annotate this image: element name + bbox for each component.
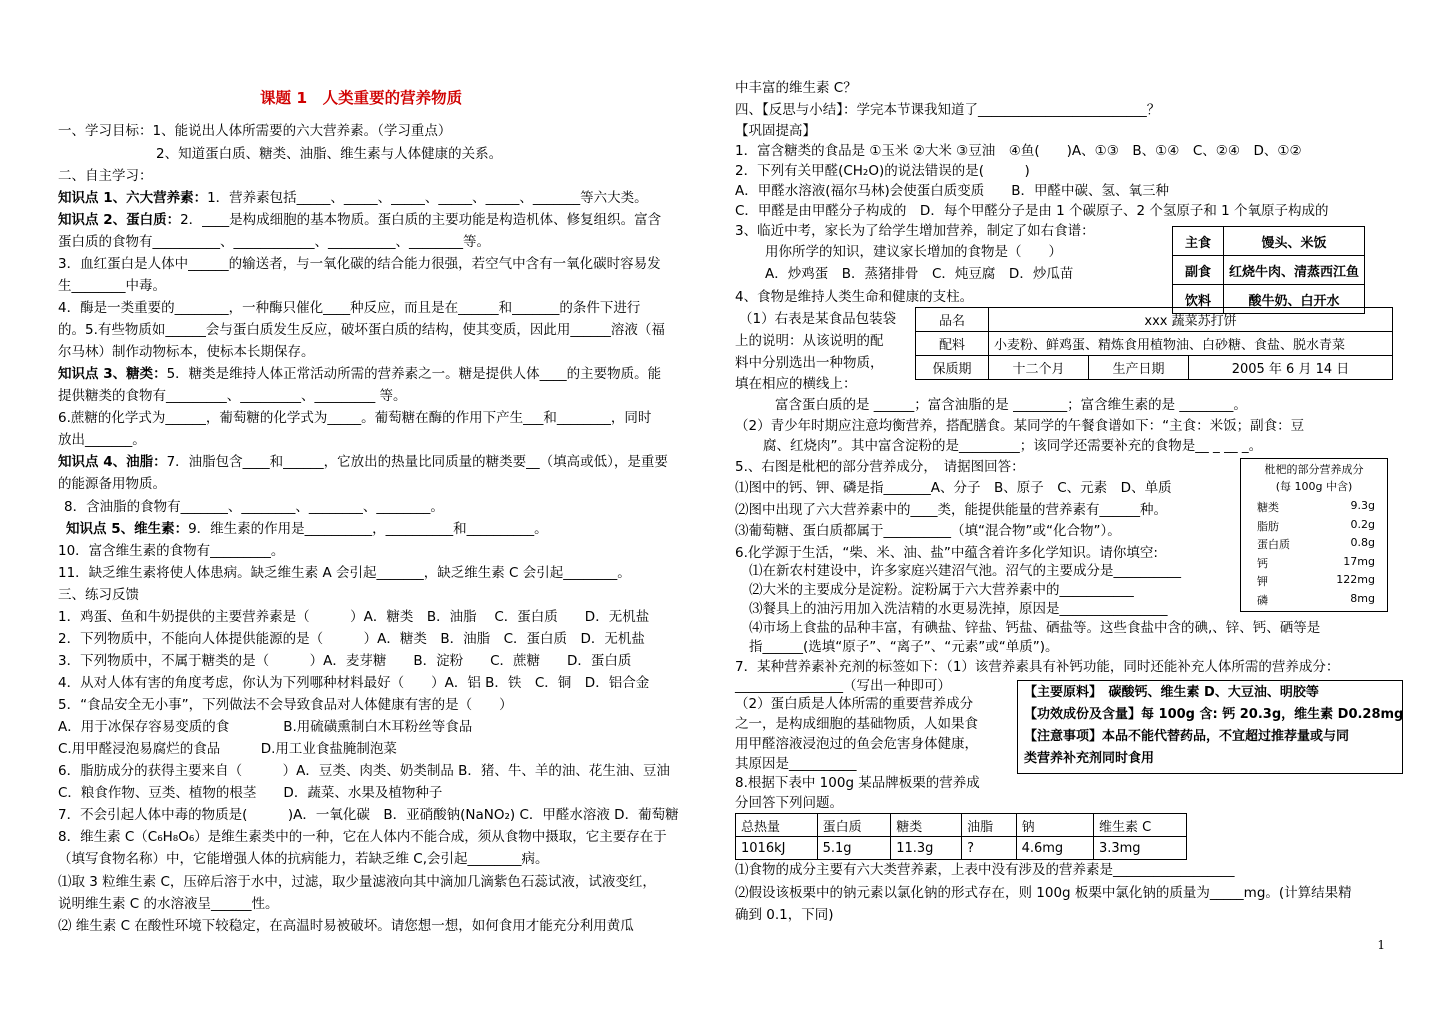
text-line [749,599,1168,619]
table-cell: 酸牛奶、白开水 [1224,285,1365,314]
line-text: 之一，是构成细胞的基础物质，人如果食 [735,716,978,732]
table-cell: 生产日期 [1088,356,1188,380]
text-line [58,210,661,230]
line-text: 填在相应的横线上： [735,376,857,392]
knowledge-point-label: 知识点 1、六大营养素： [58,190,208,206]
line-text: （填写食物名称）中，它能增强人体的抗病能力，若缺乏维 C,会引起________病。 [58,851,549,867]
text-line [735,521,1121,541]
line-text: 生________中毒。 [58,278,166,294]
text-line [58,276,166,296]
text-line [58,585,139,605]
nutrient-amount: 17mg [1343,554,1375,568]
table-row [916,308,1393,332]
text-line [735,883,1352,903]
line-text: 指______(选填“原子”、“离子”、“元素”或“单质”)。 [749,639,1059,655]
line-text: 2、知道蛋白质、糖类、油脂、维生素与人体健康的关系。 [156,146,503,162]
text-line [58,916,634,936]
text-line [58,541,284,561]
table-cell: 维生素 C [1093,814,1186,837]
line-text: 3．下列物质中，不属于糖类的是（ ）A．麦芽糖 B．淀粉 C．蔗糖 D．蛋白质 [58,653,632,669]
table-cell: 主食 [1173,227,1224,256]
nutrient-amount: 8mg [1350,591,1375,605]
line-text: 9．维生素的作用是__________，__________和__________。 [188,521,548,537]
line-text: 2．____是构成细胞的基本物质。蛋白质的主要功能是构造机体、修复组织。富含 [180,212,662,228]
text-line [735,121,816,141]
line-text: 4．酶是一类重要的________，一种酶只催化____种反应，而且是在______和_______的条件下进行 [58,300,641,316]
table-cell: 十二个月 [989,356,1089,380]
line-text: 4．从对人体有害的角度考虑，你认为下列哪种材料最好（ ）A．铝 B．铁 C．铜 D．铝合金 [58,675,650,691]
text-line [735,478,1172,498]
table-row [736,837,1187,860]
text-line [735,416,1304,436]
text-line [58,761,670,781]
text-line [58,232,490,252]
line-text: 6.化学源于生活，“柴、米、油、盐”中蕴含着许多化学知识。请你填空: [735,545,1158,561]
text-line [735,201,1329,221]
table-cell: 副食 [1173,256,1224,285]
text-line [735,754,857,774]
table-cell: 饮料 [1173,285,1224,314]
table-row [916,356,1393,380]
text-line [735,331,884,351]
text-line [735,905,834,925]
text-line [735,860,1235,880]
nutrition-row [1257,536,1375,552]
food-package-table [915,307,1393,380]
line-text: C．甲醛是由甲醛分子构成的 D．每个甲醛分子是由 1 个碳原子、2 个氢原子和 1 个氧原子构成的 [735,203,1329,219]
text-line [58,298,640,318]
text-line [58,673,649,693]
table-cell: 馒头、米饭 [1224,227,1365,256]
text-line [58,872,656,892]
text-line [58,739,397,759]
table-cell: 红烧牛肉、清蒸西江鱼 [1224,256,1365,285]
line-text: 2．下列有关甲醛(CH₂O)的说法错误的是( ) [735,163,1030,179]
text-line [58,342,315,362]
text-line [58,121,451,141]
text-line [58,783,442,803]
line-text: ⑴食物的成分主要有六大类营养素，上表中没有涉及的营养素是__________________ [735,862,1235,878]
text-line [58,827,667,847]
table-cell: 2005 年 6 月 14 日 [1188,356,1392,380]
text-line [735,543,1158,563]
table-cell: ? [962,837,1016,860]
line-text: ________________（写出一种即可） [735,678,951,694]
table-cell: 配料 [916,332,989,356]
text-line [775,395,1247,415]
text-line [735,100,1160,120]
text-line [735,221,1095,241]
table-cell: 5.1g [817,837,891,860]
supplement-line: 类营养补充剂同时食用 [1024,751,1155,766]
text-line [749,561,1181,581]
line-text: 用甲醛溶液浸泡过的鱼会危害身体健康， [735,736,978,752]
table-cell: 蛋白质 [817,814,891,837]
supplement-line: 【功效成份及含量】每 100g 含: 钙 20.3g，维生素 D0.28mg [1024,707,1404,722]
line-text: 其原因是__________ [735,756,857,772]
table-row [1173,256,1365,285]
line-text: ⑶葡萄糖、蛋白质都属于__________（填“混合物”或“化合物”）。 [735,523,1121,539]
nutrition-title: 枇杷的部分营养成分 [1264,463,1364,476]
line-text: ⑵假设该板栗中的钠元素以氯化钠的形式存在，则 100g 板栗中氯化钠的质量为_____mg。(计算结果精 [735,885,1352,901]
text-line [765,264,1073,284]
line-text: ⑵图中出现了六大营养素中的____类，能提供能量的营养素有______种。 [735,502,1167,518]
line-text: 的能源备用物质。 [58,476,166,492]
text-line [735,181,1169,201]
text-line [58,805,679,825]
table-cell: 品名 [916,308,989,332]
table-row [1173,227,1365,256]
text-line [735,694,973,714]
line-text: 【巩固提高】 [735,123,816,139]
text-line [735,141,1302,161]
nutrition-row [1257,592,1375,608]
text-line [735,287,973,307]
nutrient-name: 钙 [1257,556,1268,570]
text-line [156,144,502,164]
text-line [58,254,661,274]
text-line [58,695,513,715]
table-cell: 小麦粉、鲜鸡蛋、精炼食用植物油、白砂糖、食盐、脱水青菜 [989,332,1393,356]
nutrient-name: 钾 [1257,575,1268,588]
nutrient-name: 磷 [1257,593,1268,607]
line-text: 上的说明：从该说明的配 [735,333,884,349]
line-text: 1．富含糖类的食品是 ①玉米 ②大米 ③豆油 ④鱼( )A、①③ B、①④ C、②④ D、①② [735,143,1302,159]
line-text: （2）青少年时期应注意均衡营养，搭配膳食。某同学的午餐食谱如下：“主食：米饭；副食：豆 [735,418,1305,434]
text-line [58,166,153,186]
text-line [58,849,549,869]
text-line [735,161,1030,181]
table-cell: 1016kJ [736,837,818,860]
line-text: 11．缺乏维生素将使人体患病。缺乏维生素 A 会引起_______，缺乏维生素 C 会引起________。 [58,565,631,581]
text-line [735,374,857,394]
line-text: ⑶餐具上的油污用加入洗洁精的水更易洗掉，原因是________________ [749,601,1168,617]
text-line [749,580,1134,600]
line-text: A．用于冰保存容易变质的食 B.用硫磺熏制白木耳粉丝等食品 [58,719,473,735]
line-text: 10．富含维生素的食物有_________。 [58,543,285,559]
text-line [763,436,1262,456]
nutrition-subtitle: (每 100g 中含) [1275,480,1353,493]
nutrient-name: 蛋白质 [1257,538,1290,551]
line-text: 6．脂肪成分的获得主要来自（ ）A．豆类、肉类、奶类制品 B．猪、牛、羊的油、花生油、豆油 [58,763,670,779]
line-text: 5．糖类是维持人体正常活动所需的营养素之一。糖是提供人体____的主要物质。能 [166,366,662,382]
text-line [58,408,651,428]
line-text: 中丰富的维生素 C？ [735,80,857,96]
loquat-nutrition-box [1240,458,1388,612]
text-line [58,717,472,737]
text-line [735,500,1167,520]
line-text: 课题 1 人类重要的营养物质 [260,89,463,107]
nutrient-amount: 9.3g [1350,499,1375,512]
text-line [735,78,857,98]
text-line [735,657,1339,677]
line-text: ⑴在新农村建设中，许多家庭兴建沼气池。沼气的主要成分是__________ [749,563,1181,579]
line-text: ⑷市场上食盐的品种丰富，有碘盐、锌盐、钙盐、硒盐等。这些食盐中含的碘,、锌、钙、硒等是 [749,620,1321,636]
text-line [260,88,462,108]
table-cell: 钠 [1016,814,1093,837]
line-text: 7．不会引起人体中毒的物质是( )A．一氧化碳 B．亚硝酸钠(NaNO₂) C．甲醛水溶液 D．葡萄糖 [58,807,679,823]
line-text: 8．含油脂的食物有_______、________、________、________。 [64,499,444,515]
line-text: A．炒鸡蛋 B．蒸猪排骨 C．炖豆腐 D．炒瓜苗 [765,266,1074,282]
table-cell: 3.3mg [1093,837,1186,860]
text-line [58,894,279,914]
supplement-line: 【注意事项】本品不能代替药品，不宜超过推荐量或与同 [1024,729,1350,744]
line-text: 尔马林）制作动物标本，使标本长期保存。 [58,344,315,360]
line-text: ⑵ 维生素 C 在酸性环境下较稳定，在高温时易被破坏。请您想一想，如何食用才能充分利用黄瓜 [58,918,634,934]
line-text: A．甲醛水溶液(福尔马林)会使蛋白质变质 B．甲醛中碳、氢、氧三种 [735,183,1170,199]
line-text: 用你所学的知识，建议家长增加的食物是（ ） [765,244,1062,260]
text-line [58,629,645,649]
line-text: 的。5.有些物质如______会与蛋白质发生反应，破坏蛋白质的结构，使其变质，因此用______溶液（福 [58,322,665,338]
line-text: 8．维生素 C（C₆H₈O₆）是维生素类中的一种，它在人体内不能合成，须从食物中摄取，它主要存在于 [58,829,667,845]
line-text: 5．“食品安全无小事”，下列做法不会导致食品对人体健康有害的是（ ） [58,697,513,713]
line-text: 2．下列物质中，不能向人体提供能源的是（ ）A．糖类 B．油脂 C．蛋白质 D．无机盐 [58,631,645,647]
text-line [64,497,444,517]
table-cell: xxx 蔬菜苏打饼 [989,308,1393,332]
text-line [735,734,978,754]
line-text: 提供糖类的食物有_________、_________、_________ 等。 [58,388,407,404]
line-text: 确到 0.1，下同) [735,907,834,923]
text-line [749,618,1320,638]
line-text: 分回答下列问题。 [735,795,843,811]
text-line [739,309,896,329]
supplement-line: 【主要原料】 碳酸钙、维生素 D、大豆油、明胶等 [1024,685,1319,700]
table-row [736,814,1187,837]
text-line [58,452,668,472]
line-text: 腐、红烧肉”。其中富含淀粉的是_________；该同学还需要补充的食物是__ _ __ _。 [763,438,1263,454]
nutrient-name: 糖类 [1257,501,1279,514]
text-line [735,714,978,734]
line-text: 8.根据下表中 100g 某品牌板栗的营养成 [735,775,980,791]
line-text: C.用甲醛浸泡易腐烂的食品 D.用工业食盐腌制泡菜 [58,741,397,757]
knowledge-point-label: 知识点 4、油脂： [58,454,167,470]
line-text: 3．血红蛋白是人体中______的输送者，与一氧化碳的结合能力很强，若空气中含有一氧化碳时容易发 [58,256,661,272]
text-line [765,242,1062,262]
line-text: 说明维生素 C 的水溶液呈______性。 [58,896,279,912]
line-text: 7．某种营养素补充剂的标签如下：（1）该营养素具有补钙功能，同时还能补充人体所需的营养成分： [735,659,1340,675]
text-line [735,457,1025,477]
nutrition-row [1257,499,1375,515]
line-text: ⑵大米的主要成分是淀粉。淀粉属于六大营养素中的___________ [749,582,1134,598]
text-line [735,773,980,793]
line-text: （2）蛋白质是人体所需的重要营养成分 [735,696,974,712]
nutrition-row [1257,573,1375,589]
line-text: 四、【反思与小结】：学完本节课我知道了_________________________？ [735,102,1161,118]
text-line [58,188,648,208]
line-text: 4、食物是维持人类生命和健康的支柱。 [735,289,974,305]
supplement-label-box [1017,680,1403,774]
line-text: 放出_______。 [58,432,146,448]
text-line [735,676,951,696]
line-text: 蛋白质的食物有__________、____________、__________、________等。 [58,234,490,250]
line-text: 1．营养素包括_____、_____、_____、_____、_____、_______等六大类。 [207,190,648,206]
knowledge-point-label: 知识点 5、维生素： [66,521,189,537]
text-line [58,320,665,340]
text-line [735,793,843,813]
line-text: 1．鸡蛋、鱼和牛奶提供的主要营养素是（ ）A．糖类 B．油脂 C．蛋白质 D．无机盐 [58,609,650,625]
nutrient-name: 脂肪 [1257,519,1279,533]
line-text: 3、临近中考，家长为了给学生增加营养，制定了如右食谱： [735,223,1095,239]
table-cell: 油脂 [962,814,1016,837]
line-text: ⑴图中的钙、钾、磷是指_______A、分子 B、原子 C、元素 D、单质 [735,480,1172,496]
table-row [916,332,1393,356]
knowledge-point-label: 知识点 2、蛋白质： [58,212,181,228]
nutrient-amount: 0.2g [1350,517,1375,531]
line-text: 二、自主学习： [58,168,153,184]
line-text: 7．油脂包含____和______，它放出的热量比同质量的糖类要__（填高或低），是重要 [166,454,668,470]
text-line [749,637,1059,657]
line-text: 富含蛋白质的是 ______；富含油脂的是 ________；富含维生素的是 ________。 [775,397,1247,413]
table-cell: 11.3g [891,837,962,860]
text-line [58,386,407,406]
nutrition-row [1257,555,1375,571]
text-line [735,353,884,373]
text-line [58,607,649,627]
nutrient-amount: 122mg [1336,573,1375,586]
page-number: 1 [1377,938,1385,952]
chestnut-nutrition-table [735,813,1187,860]
line-text: C．粮食作物、豆类、植物的根茎 D．蔬菜、水果及植物种子 [58,785,443,801]
table-cell: 糖类 [891,814,962,837]
line-text: 6.蔗糖的化学式为______，葡萄糖的化学式为_____。葡萄糖在酶的作用下产生___和________，同时 [58,410,652,426]
knowledge-point-label: 知识点 3、糖类： [58,366,167,382]
nutrient-amount: 0.8g [1350,536,1375,549]
text-line [58,651,631,671]
text-line [58,563,631,583]
menu-table [1172,226,1365,314]
text-line [66,519,548,539]
line-text: ⑴取 3 粒维生素 C，压碎后溶于水中，过滤，取少量滤液向其中滴加几滴紫色石蕊试液，试液变红， [58,874,656,890]
line-text: （1）右表是某食品包装袋 [739,311,897,327]
text-line [58,474,166,494]
text-line [58,430,146,450]
table-cell: 4.6mg [1016,837,1093,860]
line-text: 料中分别选出一种物质， [735,355,884,371]
line-text: 5.、右图是枇杷的部分营养成分， 请据图回答： [735,459,1025,475]
table-cell: 总热量 [736,814,818,837]
line-text: 三、练习反馈 [58,587,139,603]
line-text: 一、学习目标：1、能说出人体所需要的六大营养素。（学习重点） [58,123,452,139]
table-cell: 保质期 [916,356,989,380]
text-line [58,364,661,384]
nutrition-row [1257,518,1375,534]
